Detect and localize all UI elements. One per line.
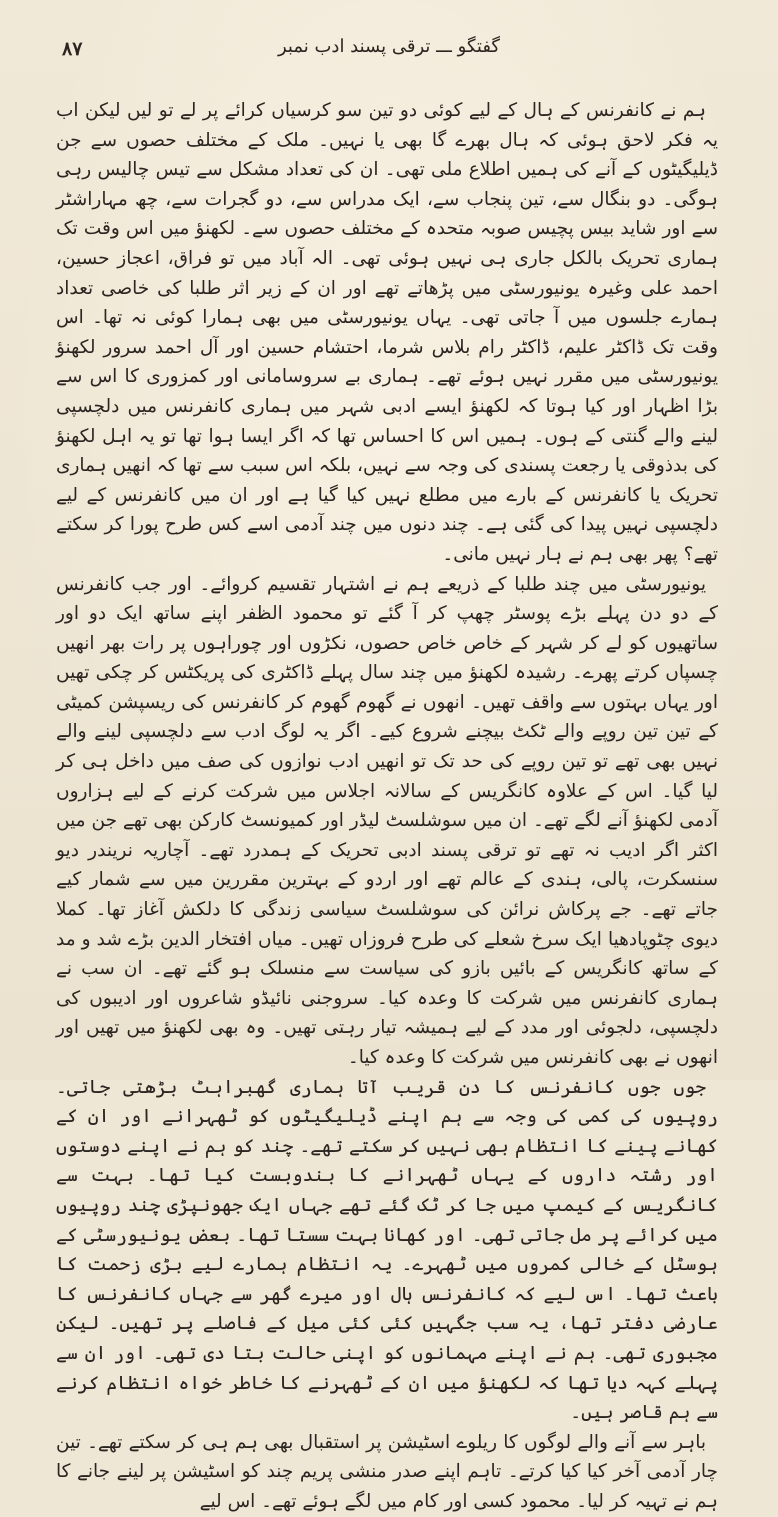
body-text (56, 96, 718, 1512)
paragraph: ہم نے کانفرنس کے ہال کے لیے کوئی دو تین سو کرسیاں کرائے پر لے تو لیں لیکن اب یہ فکر لاحق ہوئی کہ ہال بھرے گا بھی یا نہیں۔ ملک کے مختلف حصوں سے جن ڈیلیگیٹوں کے آنے کی ہمیں اطلاع ملی تھی۔ ان کی تعداد مشکل سے تیس چالیس رہی ہوگی۔ دو بنگال سے، تین پنجاب سے، ایک مدراس سے، دو گجرات سے، چھ مہاراشٹر سے اور شاید بیس پچیس صوبہ متحدہ کے مختلف حصوں سے۔ لکھنؤ میں اس وقت تک ہماری تحریک بالکل جاری ہی نہیں ہوئی تھی۔ الہ آباد میں تو فراق، اعجاز حسین، احمد علی وغیرہ یونیورسٹی میں پڑھاتے تھے اور ان کے زیر اثر طلبا کی خاصی تعداد ہمارے جلسوں میں آ جاتی تھی۔ یہاں یونیورسٹی میں بھی ہمارا کوئی نہ تھا۔ اس وقت تک ڈاکٹر علیم، ڈاکٹر رام بلاس شرما، احتشام حسین اور آل احمد سرور لکھنؤ یونیورسٹی میں مقرر نہیں ہوئے تھے۔ ہماری بے سروسامانی اور کمزوری کا اس سے بڑا اظہار اور کیا ہوتا کہ لکھنؤ ایسے ادبی شہر میں ہماری کانفرنس میں دلچسپی لینے والے گنتی کے ہوں۔ ہمیں اس کا احساس تھا کہ اگر ایسا ہوا تھا تو یہ اہل لکھنؤ کی بدذوقی یا رجعت پسندی کی وجہ سے نہیں، بلکہ اس سبب سے تھا کہ انھیں ہماری تحریک یا کانفرنس کے بارے میں مطلع نہیں کیا گیا ہے اور ان میں کانفرنس کے لیے دلچسپی نہیں پیدا کی گئی ہے۔ چند دنوں میں چند آدمی اسے کس طرح پورا کر سکتے تھے؟ پھر بھی ہم نے ہار نہیں مانی۔ (56, 100, 718, 565)
page-header (40, 34, 738, 64)
paragraph: باہر سے آنے والے لوگوں کا ریلوے اسٹیشن پر استقبال بھی ہم ہی کر سکتے تھے۔ تین چار آدمی آخر کیا کیا کرتے۔ تاہم اپنے صدر منشی پریم چند کو اسٹیشن پر لینے جانے کا ہم نے تہیہ کر لیا۔ محمود کسی اور کام میں لگے ہوئے تھے۔ اس لیے (56, 1431, 718, 1512)
page-number: ٨٧ (62, 38, 83, 60)
paragraph: جوں جوں کانفرنس کا دن قریب آتا ہماری گھبراہٹ بڑھتی جاتی۔ روپیوں کی کمی کی وجہ سے ہم اپنے ڈیلیگیٹوں کو ٹھہرانے اور ان کے کھانے پینے کا انتظام بھی نہیں کر سکتے تھے۔ چند کو ہم نے اپنے دوستوں اور رشتہ داروں کے یہاں ٹھہرانے کا بندوبست کیا تھا۔ بہت سے کانگریس کے کیمپ میں جا کر ٹک گئے تھے جہاں ایک جھونپڑی چند روپیوں میں کرائے پر مل جاتی تھی۔ اور کھانا بہت سستا تھا۔ بعض یونیورسٹی کے ہوسٹل کے خالی کمروں میں ٹھہرے۔ یہ انتظام ہمارے لیے بڑی زحمت کا باعث تھا۔ اس لیے کہ کانفرنس ہال اور میرے گھر سے جہاں کانفرنس کا عارضی دفتر تھا، یہ سب جگہیں کئی کئی میل کے فاصلے پر تھیں۔ لیکن مجبوری تھی۔ ہم نے اپنے مہمانوں کو اپنی حالت بتا دی تھی۔ اور ان سے پہلے کہہ دیا تھا کہ لکھنؤ میں ان کے ٹھہرنے کا خاطر خواہ انتظام کرنے سے ہم قاصر ہیں۔ (56, 1076, 718, 1424)
paragraph: یونیورسٹی میں چند طلبا کے ذریعے ہم نے اشتہار تقسیم کروائے۔ اور جب کانفرنس کے دو دن پہلے بڑے پوسٹر چھپ کر آ گئے تو محمود الظفر اپنے ساتھ ایک دو اور ساتھیوں کو لے کر شہر کے خاص خاص حصوں، نکڑوں اور چوراہوں پر رات بھر انھیں چسپاں کرتے پھرے۔ رشیدہ لکھنؤ میں چند سال پہلے ڈاکٹری کی پریکٹس کر چکی تھیں اور یہاں بہتوں سے واقف تھیں۔ انھوں نے گھوم گھوم کر کانفرنس کی ریسپشن کمیٹی کے تین تین روپے والے ٹکٹ بیچنے شروع کیے۔ اگر یہ لوگ ادب سے دلچسپی لینے والے نہیں بھی تھے تو تین روپے کی حد تک تو انھیں ادب نوازوں کی صف میں داخل ہی کر لیا گیا۔ اس کے علاوہ کانگریس کے سالانہ اجلاس میں شرکت کرنے کے لیے ہزاروں آدمی لکھنؤ آنے لگے تھے۔ ان میں سوشلسٹ لیڈر اور کمیونسٹ کارکن بھی تھے جن میں اکثر اگر ادیب نہ تھے تو ترقی پسند ادبی تحریک کے ہمدرد تھے۔ آچاریہ نریندر دیو سنسکرت، پالی، ہندی کے عالم تھے اور اردو کے بہترین مقررین میں سے شمار کیے جاتے تھے۔ جے پرکاش نرائن کی سوشلسٹ سیاسی زندگی کا دلکش آغاز تھا۔ کملا دیوی چٹوپادھیا ایک سرخ شعلے کی طرح فروزاں تھیں۔ میاں افتخار الدین بڑے شد و مد کے ساتھ کانگریس کے بائیں بازو کی سیاست سے منسلک ہو گئے تھے۔ ان سب نے ہماری کانفرنس میں شرکت کا وعدہ کیا۔ سروجنی نائیڈو شاعروں اور ادیبوں کی دلچسپی، دلجوئی اور مدد کے لیے ہمیشہ تیار رہتی تھیں۔ وہ بھی لکھنؤ میں تھیں اور انھوں نے بھی کانفرنس میں شرکت کا وعدہ کیا۔ (56, 573, 718, 1068)
running-head: گفتگو ـــ ترقی پسند ادب نمبر (277, 36, 500, 57)
